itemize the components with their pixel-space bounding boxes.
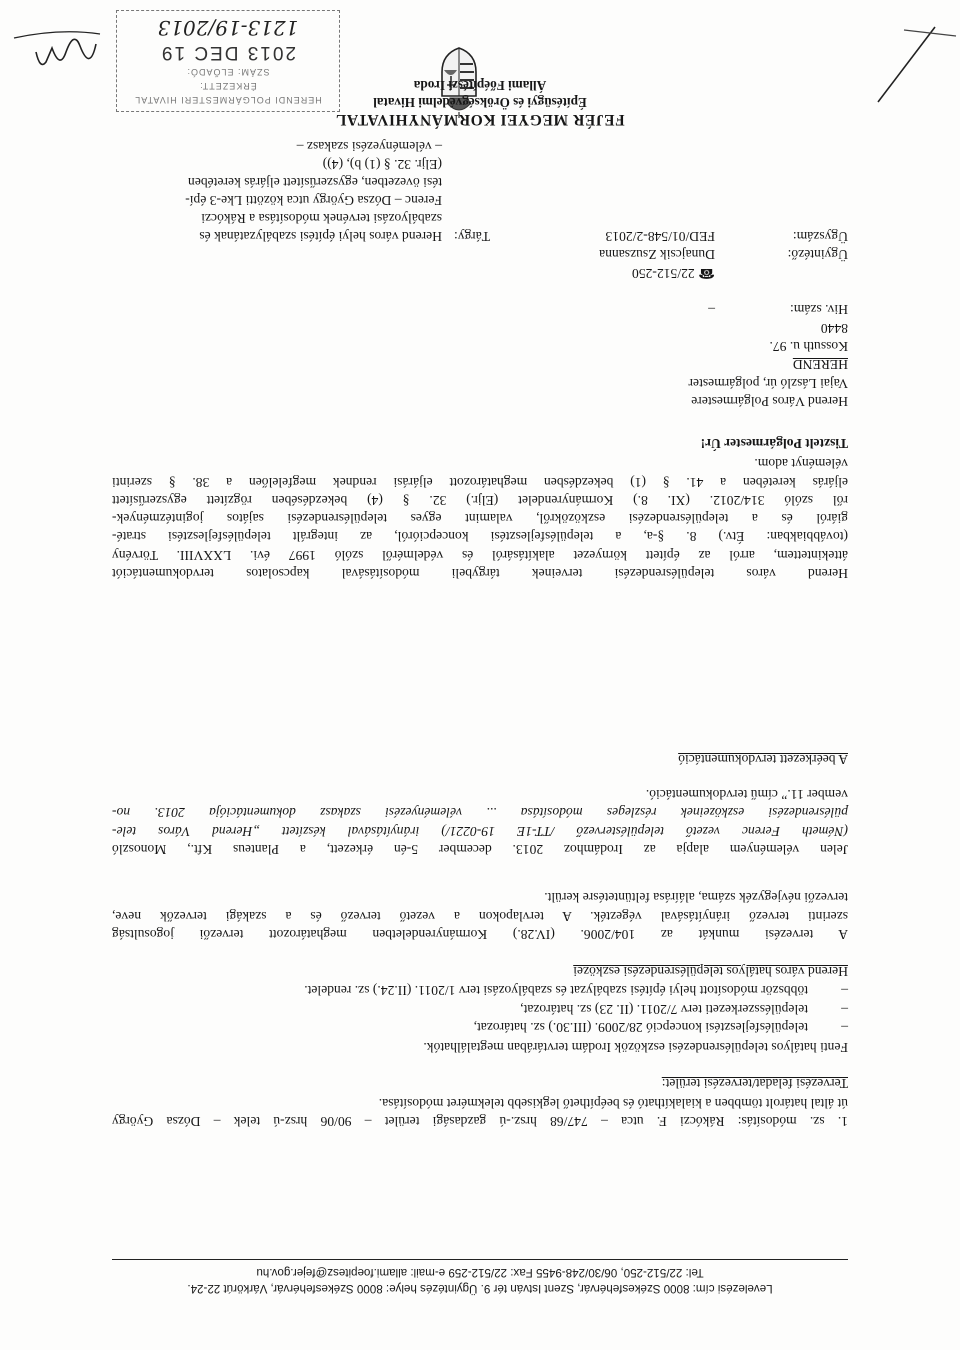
stamp-date: 2013 DEC 19 <box>159 42 297 63</box>
paragraph-line: (továbbiakban: Étv.) 8. §-a, a településfejlesztési koncepcióról, az integrált településfejlesztési straté- <box>112 529 848 545</box>
documents-paragraph <box>112 785 848 858</box>
paragraph-line: Jelen véleményem alapja az Irodámhoz 2013. december 5-én érkezett, a Planteus Kft., Monoszló <box>112 842 848 857</box>
paragraph-line: ről szóló 314/2012. (XI. 8.) Kormányrendelet (Eljr.) 32. § (4) bekezdésében rögzített egyszerűsített <box>112 492 848 508</box>
addressee-postcode: 8440 <box>820 320 848 336</box>
planning-area-paragraph <box>112 1093 848 1130</box>
paragraph-line: A tervezési munkát az 104/2006. (IV.28.) Kormányrendeletben meghatározott tervezői jogosultság <box>112 927 848 942</box>
subject-line: tési övezetben, egyszerűsített eljárás keretében <box>187 174 442 190</box>
list-item: –településfejlesztési koncepció 28/2009. (III.30.) sz. határozat, <box>473 1020 848 1035</box>
subject-line: szabályozási tervének módosítása a Rákóczi <box>201 210 442 226</box>
case-officer-phone: ☎ 22/512-250 <box>631 266 715 281</box>
intro-paragraph <box>112 454 848 582</box>
tools-note: Fenti hatályos településrendezési eszközök Irodám tervtárában megtalálhatók. <box>423 1040 848 1055</box>
footer-contact: Tel: 22/512-250, 06/30/248-9455 Fax: 22/512-259 e-mail: allami.foepitesz@fejer.gov.hu <box>256 1266 704 1279</box>
office-unit-line: Állami Főépítészi Iroda <box>413 78 547 93</box>
case-number-value: FED/01/548-2/2013 <box>605 229 715 244</box>
subject-line: Ferenc – Dózsa György utca közötti Lke-3 épí- <box>185 192 442 208</box>
stamp-line: SZÁM: ELŐADÓ: <box>186 67 270 77</box>
case-officer-value: Dunajcsik Zsuzsanna <box>599 247 715 262</box>
addressee-line: Kossuth u. 97. <box>769 339 848 355</box>
paragraph-line: tervezői névjegyzék száma, aláírása feltüntetésre került. <box>544 890 848 906</box>
addressee-line: Herend Város Polgármestere <box>691 394 848 409</box>
section-heading-documents: A beérkezett tervdokumentáció <box>678 752 848 767</box>
handwritten-initials <box>0 12 110 92</box>
addressee-city: HEREND <box>792 357 848 373</box>
office-department-line: Építésügyi és Örökségvédelmi Hivatal <box>373 95 587 110</box>
paragraph-line: (Németh Ferenc vezető településtervező /TT-1E 19-0221/) irányításával készített „Herend Város tele- <box>112 823 848 839</box>
subject-line: (Eljr. 32. § (1) b), (4)) <box>322 156 442 172</box>
current-tools-list <box>112 981 848 1036</box>
paragraph-line: pülésrendezési eszközeinek részleges módosítása ... véleményezési szakasz dokumentációja 2013. no- <box>112 805 848 821</box>
telephone-icon: ☎ <box>694 266 715 281</box>
subject-text <box>122 137 442 245</box>
section-heading-planning-area: Tervezési feladat/tervezési terület: <box>661 1076 848 1091</box>
subject-line: Herend város helyi építési szabályzatának és <box>199 229 442 244</box>
paragraph-line: giáról és a településrendezési eszközökről, valamint egyes településrendezési sajátos jogintézmények- <box>112 511 848 527</box>
salutation: Tisztelt Polgármester Úr! <box>700 436 848 451</box>
stamp-line: ÉRKEZETT: <box>199 81 257 91</box>
paragraph-line: vember 11.” című tervdokumentáció. <box>645 787 848 803</box>
footer-address: Levelezési cím: 8000 Székesfehérvár, Szent István tér 9. Ügyintézés helye: 8000 Székesfehérvár, Várkörút 22-24. <box>187 1282 773 1295</box>
paragraph-line: véleményt adom. <box>754 456 848 472</box>
addressee-block <box>689 319 849 410</box>
addressee-line: Vajai László úr, polgármester <box>688 375 848 391</box>
case-number-label: Ügyszám: <box>792 229 848 244</box>
stamp-line: HERENDI POLGÁRMESTERI HIVATAL <box>134 95 322 105</box>
reference-number-label: Hiv. szám: <box>789 302 848 317</box>
stamp-handwritten-number: 1213-19/2013 <box>157 16 299 40</box>
subject-label: Tárgy: <box>454 229 490 244</box>
paragraph-line: szerinti tervező irányításával végezték. A tervlapokon a vezető tervező és a szakági tervezők neve, <box>112 908 848 924</box>
letterhead-footer <box>112 1264 848 1296</box>
received-stamp <box>116 10 340 112</box>
designer-paragraph <box>112 888 848 943</box>
section-heading-current-tools: Herend város hatályos településrendezési eszközei <box>573 964 848 979</box>
list-item: –településszerkezeti terv 7/2011. (II. 23) sz. határozat, <box>520 1001 848 1017</box>
office-name-line: FEJÉR MEGYEI KORMÁNYHIVATAL <box>335 111 625 128</box>
reference-number-value: – <box>708 302 715 317</box>
paragraph-line: Herend város településrendezési terveinek tárgybeli módosításával kapcsolatos tervdokumentációt <box>112 566 848 581</box>
list-item: –többször módosított helyi építési szabályzat és szabályozási terv 1/2011. (II.24.) sz. rendelet. <box>304 983 848 999</box>
subject-line: – véleményezési szakasz – <box>296 138 442 154</box>
paragraph-line: út által határolt tömbben a kialakítható és beépíthető legkisebb telekméret módosítása. <box>378 1095 848 1111</box>
case-officer-label: Ügyintéző: <box>787 247 848 262</box>
footer-divider <box>112 1259 848 1260</box>
paragraph-line: 1. sz. módosítás: Rákóczi F. utca – 747/68 hrsz.-ú gazdasági terület – 90/06 hrsz-ú telek – Dózsa György <box>112 1114 848 1129</box>
paragraph-line: eljárás keretében a 41. § (1) bekezdésben meghatározott eljárási rendnek megfelelően a 38. § szerinti <box>112 474 848 490</box>
pen-stroke-mark <box>900 18 960 48</box>
paragraph-line: áttekintettem, arról az épített környezet alakításáról és védelméről szóló 1997 évi. LXXVIII. Törvény <box>112 547 848 563</box>
